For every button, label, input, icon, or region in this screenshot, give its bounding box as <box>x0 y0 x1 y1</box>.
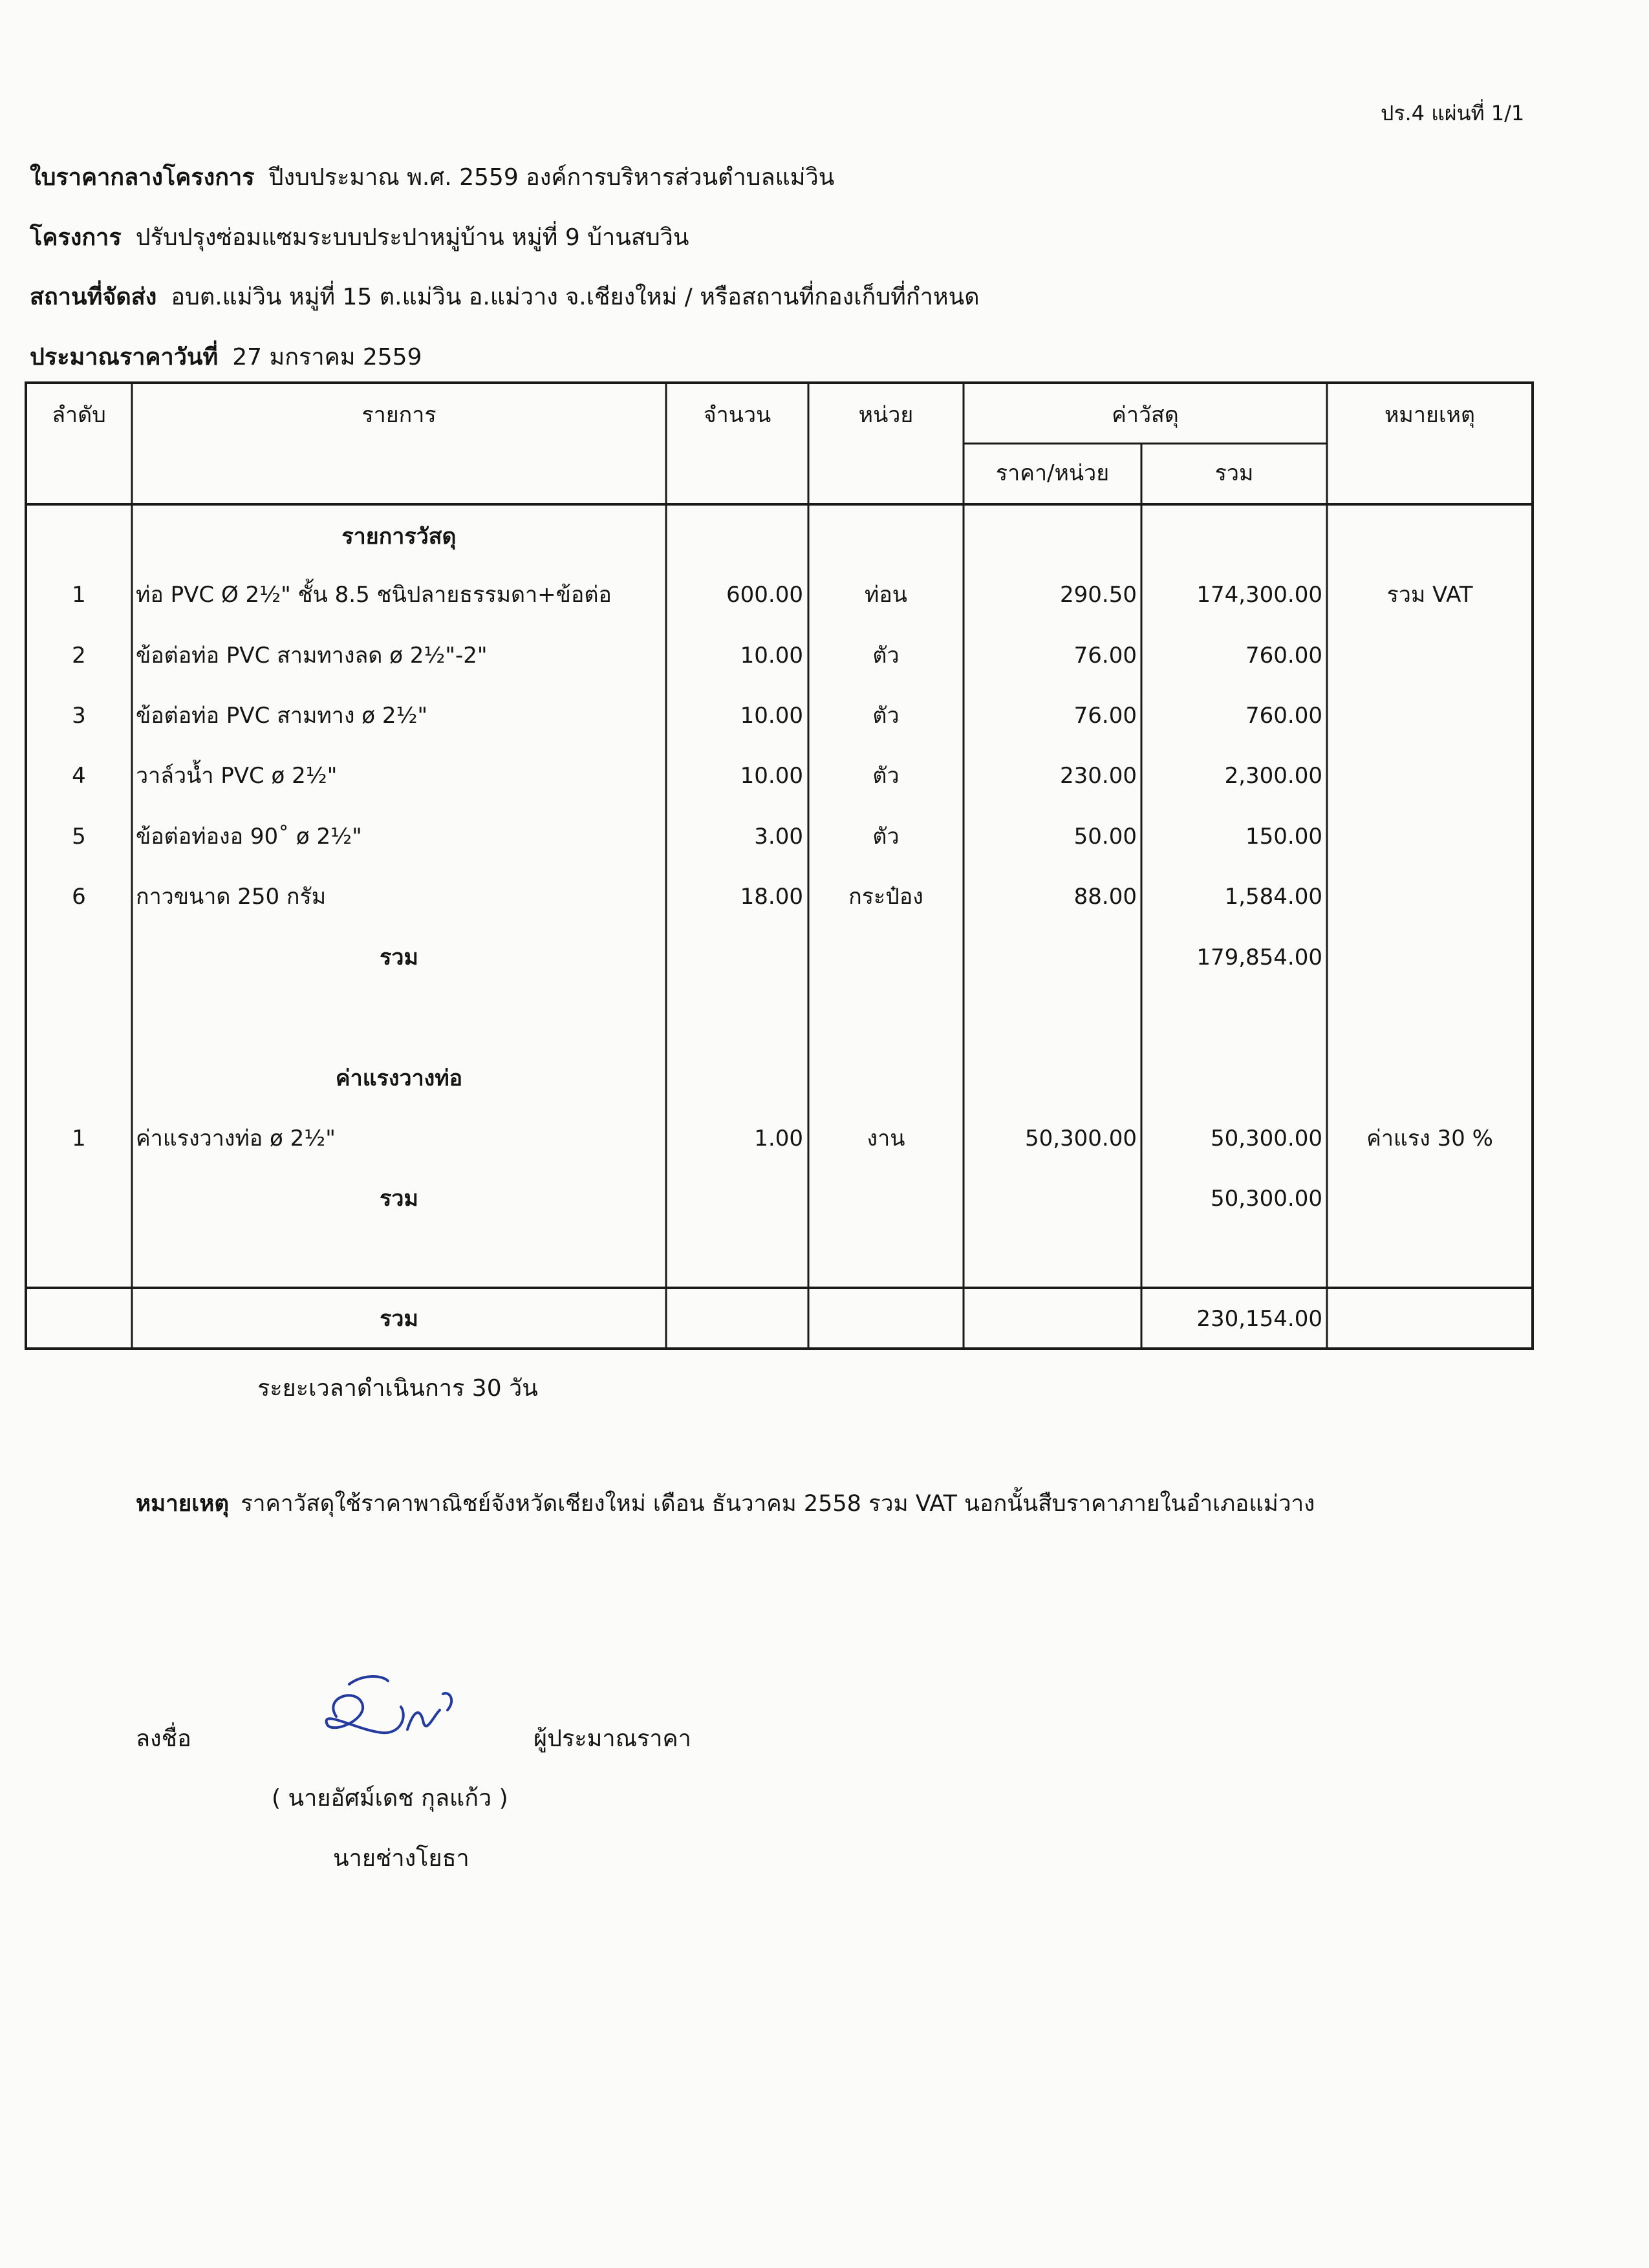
row-total: 50,300.00 <box>1210 1126 1322 1151</box>
row-total: 2,300.00 <box>1224 763 1322 789</box>
row-remark: รวม VAT <box>1386 582 1473 608</box>
header-line-estimate-date <box>30 338 422 375</box>
remark-text: ราคาวัสดุใช้ราคาพาณิชย์จังหวัดเชียงใหม่ เดือน ธันวาคม 2558 รวม VAT นอกนั้นสืบราคาภายในอำเภอแม่วาง <box>241 1491 1315 1517</box>
row-unit: กระป๋อง <box>848 884 923 910</box>
col-header-remark: หมายเหตุ <box>1385 402 1475 428</box>
remark-label: หมายเหตุ <box>136 1491 230 1517</box>
row-total: 760.00 <box>1245 703 1322 729</box>
row-unit: ตัว <box>872 824 900 850</box>
row-unit-price: 230.00 <box>1060 763 1137 789</box>
row-number: 6 <box>72 884 86 910</box>
row-total: 174,300.00 <box>1196 582 1322 608</box>
row-qty: 600.00 <box>726 582 803 608</box>
section-sum-materials: 179,854.00 <box>1196 945 1322 970</box>
row-item: ข้อต่อท่อ PVC สามทาง ø 2½" <box>136 703 428 729</box>
row-unit: ท่อน <box>864 582 908 608</box>
col-header-item: รายการ <box>361 402 436 428</box>
row-qty: 1.00 <box>754 1126 803 1151</box>
row-number: 1 <box>72 582 86 608</box>
row-qty: 10.00 <box>740 643 803 669</box>
col-header-unit-price: ราคา/หน่วย <box>995 460 1110 486</box>
grand-total-label: รวม <box>380 1306 418 1332</box>
header-label-project: โครงการ <box>30 224 122 251</box>
grand-total: 230,154.00 <box>1196 1306 1322 1332</box>
row-item: กาวขนาด 250 กรัม <box>136 884 327 910</box>
signer-name: ( นายอัศม์เดช กุลแก้ว ) <box>272 1785 508 1812</box>
sign-role: ผู้ประมาณราคา <box>534 1726 691 1752</box>
header-label-estimate-date: ประมาณราคาวันที่ <box>30 344 219 370</box>
col-header-unit: หน่วย <box>858 402 914 428</box>
section-sum-label-labor: รวม <box>380 1186 418 1212</box>
row-unit-price: 290.50 <box>1060 582 1137 608</box>
row-item: ค่าแรงวางท่อ ø 2½" <box>136 1126 336 1151</box>
row-item: ข้อต่อท่องอ 90˚ ø 2½" <box>136 824 362 850</box>
row-qty: 3.00 <box>754 824 803 850</box>
row-qty: 10.00 <box>740 763 803 789</box>
row-total: 1,584.00 <box>1224 884 1322 910</box>
section-title-labor: ค่าแรงวางท่อ <box>335 1065 463 1091</box>
header-line-project-price <box>30 158 834 195</box>
row-number: 3 <box>72 703 86 729</box>
row-unit-price: 50,300.00 <box>1024 1126 1137 1151</box>
col-header-total: รวม <box>1214 460 1254 486</box>
section-sum-labor: 50,300.00 <box>1210 1186 1322 1212</box>
row-unit: งาน <box>867 1126 905 1151</box>
row-item: วาล์วน้ำ PVC ø 2½" <box>136 763 338 789</box>
header-value-project: ปรับปรุงซ่อมแซมระบบประปาหมู่บ้าน หมู่ที่ 9 บ้านสบวิน <box>135 224 689 251</box>
row-unit: ตัว <box>872 703 900 729</box>
header-value-delivery: อบต.แม่วิน หมู่ที่ 15 ต.แม่วิน อ.แม่วาง จ.เชียงใหม่ / หรือสถานที่กองเก็บที่กำหนด <box>171 284 980 310</box>
row-remark: ค่าแรง 30 % <box>1366 1126 1493 1151</box>
row-number: 1 <box>72 1126 86 1151</box>
page-reference: ปร.4 แผ่นที่ 1/1 <box>1381 101 1525 125</box>
row-total: 760.00 <box>1245 643 1322 669</box>
header-value-estimate-date: 27 มกราคม 2559 <box>232 344 422 370</box>
row-number: 5 <box>72 824 86 850</box>
signer-title: นายช่างโยธา <box>333 1845 469 1872</box>
row-unit-price: 88.00 <box>1073 884 1137 910</box>
header-line-delivery <box>30 278 980 315</box>
row-unit-price: 50.00 <box>1073 824 1137 850</box>
row-number: 4 <box>72 763 86 789</box>
row-unit: ตัว <box>872 763 900 789</box>
handwritten-signature <box>310 1671 479 1762</box>
remark-line <box>136 1486 1315 1521</box>
row-unit-price: 76.00 <box>1073 643 1137 669</box>
sign-label: ลงชื่อ <box>136 1726 191 1752</box>
duration-text: ระยะเวลาดำเนินการ 30 วัน <box>257 1375 538 1402</box>
header-value-fiscal-year: ปีงบประมาณ พ.ศ. 2559 องค์การบริหารส่วนตำบลแม่วิน <box>268 164 835 191</box>
header-label-price-sheet: ใบราคากลางโครงการ <box>30 164 255 191</box>
section-title-materials: รายการวัสดุ <box>341 524 457 550</box>
header-label-delivery: สถานที่จัดส่ง <box>30 284 157 310</box>
col-header-no: ลำดับ <box>52 402 106 428</box>
row-number: 2 <box>72 643 86 669</box>
header-line-project <box>30 219 689 255</box>
row-unit-price: 76.00 <box>1073 703 1137 729</box>
row-qty: 18.00 <box>740 884 803 910</box>
row-total: 150.00 <box>1245 824 1322 850</box>
row-item: ท่อ PVC Ø 2½" ชั้น 8.5 ชนิปลายธรรมดา+ข้อต่อ <box>136 582 612 608</box>
col-header-qty: จำนวน <box>703 402 771 428</box>
row-unit: ตัว <box>872 643 900 669</box>
section-sum-label-materials: รวม <box>380 945 418 970</box>
col-header-material-cost: ค่าวัสดุ <box>1112 402 1179 428</box>
row-item: ข้อต่อท่อ PVC สามทางลด ø 2½"-2" <box>136 643 488 669</box>
row-qty: 10.00 <box>740 703 803 729</box>
